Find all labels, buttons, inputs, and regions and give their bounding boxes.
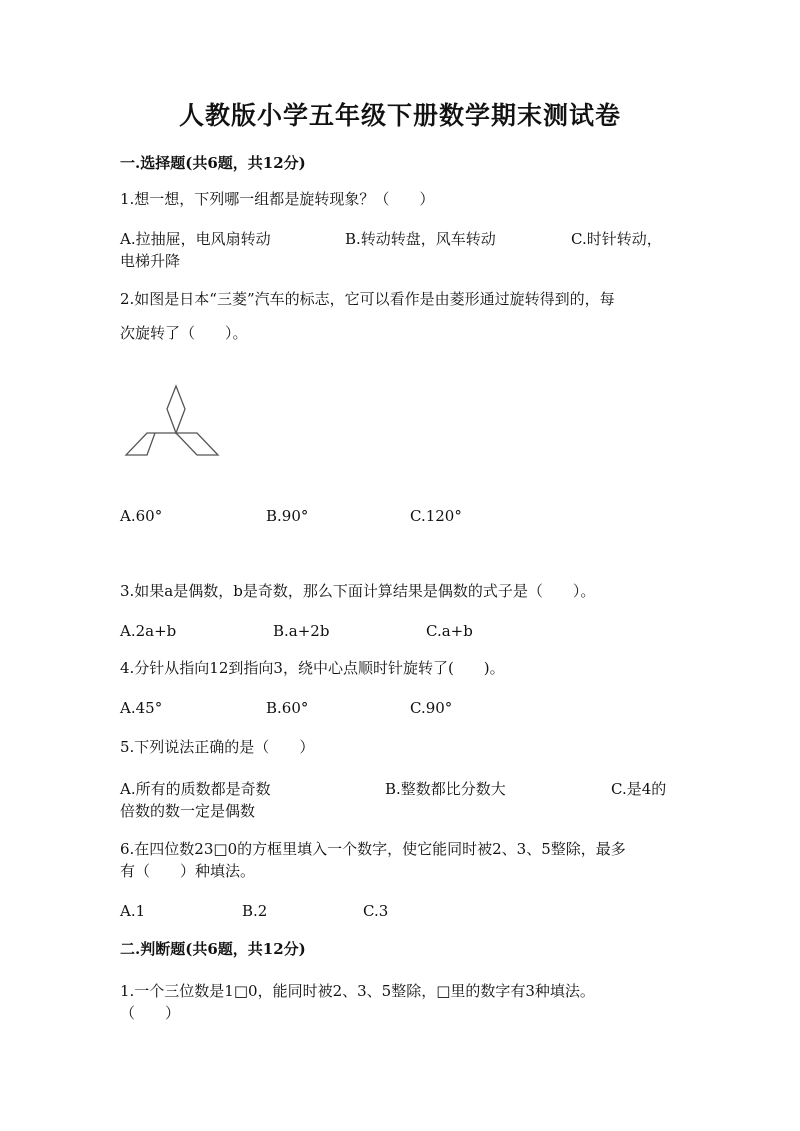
question-6-stem-line2: 有（ ）种填法。 <box>120 862 256 880</box>
question-6-option-c: C.3 <box>363 902 389 920</box>
section-heading-choice: 一.选择题(共6题，共12分) <box>120 154 306 172</box>
question-2-option-a: A.60° <box>120 507 163 525</box>
question-2-option-c: C.120° <box>410 507 462 525</box>
question-4-option-a: A.45° <box>120 699 163 717</box>
question-5-stem: 5.下列说法正确的是（ ） <box>120 738 315 756</box>
question-1-option-a: A.拉抽屉，电风扇转动 <box>120 230 271 248</box>
question-2-stem-line2: 次旋转了（ ）。 <box>120 324 248 342</box>
question-3-option-b: B.a+2b <box>273 622 330 640</box>
page-title: 人教版小学五年级下册数学期末测试卷 <box>178 101 621 130</box>
section-heading-judgment: 二.判断题(共6题，共12分) <box>120 940 306 958</box>
question-4-option-c: C.90° <box>410 699 453 717</box>
question-4-stem: 4.分针从指向12到指向3，绕中心点顺时针旋转了( )。 <box>120 659 505 677</box>
question-4-option-b: B.60° <box>266 699 309 717</box>
question-6-option-b: B.2 <box>242 902 268 920</box>
judgment-1-stem-line2: （ ） <box>120 1004 181 1022</box>
question-2-stem-line1: 2.如图是日本“三菱”汽车的标志，它可以看作是由菱形通过旋转得到的，每 <box>120 290 615 308</box>
question-5-option-c-continued: 倍数的数一定是偶数 <box>120 802 256 820</box>
question-1-option-c: C.时针转动， <box>571 230 662 248</box>
question-3-stem: 3.如果a是偶数，b是奇数，那么下面计算结果是偶数的式子是（ ）。 <box>120 582 596 600</box>
mitsubishi-logo-icon <box>124 383 224 459</box>
question-3-option-c: C.a+b <box>426 622 473 640</box>
question-1-option-c-continued: 电梯升降 <box>120 252 181 270</box>
question-6-option-a: A.1 <box>120 902 146 920</box>
question-1-option-b: B.转动转盘，风车转动 <box>345 230 496 248</box>
question-1-stem: 1.想一想，下列哪一组都是旋转现象？（ ） <box>120 190 435 208</box>
question-3-option-a: A.2a+b <box>120 622 177 640</box>
question-5-option-b: B.整数都比分数大 <box>385 780 506 798</box>
question-5-option-a: A.所有的质数都是奇数 <box>120 780 271 798</box>
judgment-1-stem-line1: 1.一个三位数是1□0，能同时被2、3、5整除，□里的数字有3种填法。 <box>120 982 595 1000</box>
question-6-stem-line1: 6.在四位数23□0的方框里填入一个数字，使它能同时被2、3、5整除，最多 <box>120 840 626 858</box>
question-2-option-b: B.90° <box>266 507 309 525</box>
question-5-option-c: C.是4的 <box>611 780 667 798</box>
